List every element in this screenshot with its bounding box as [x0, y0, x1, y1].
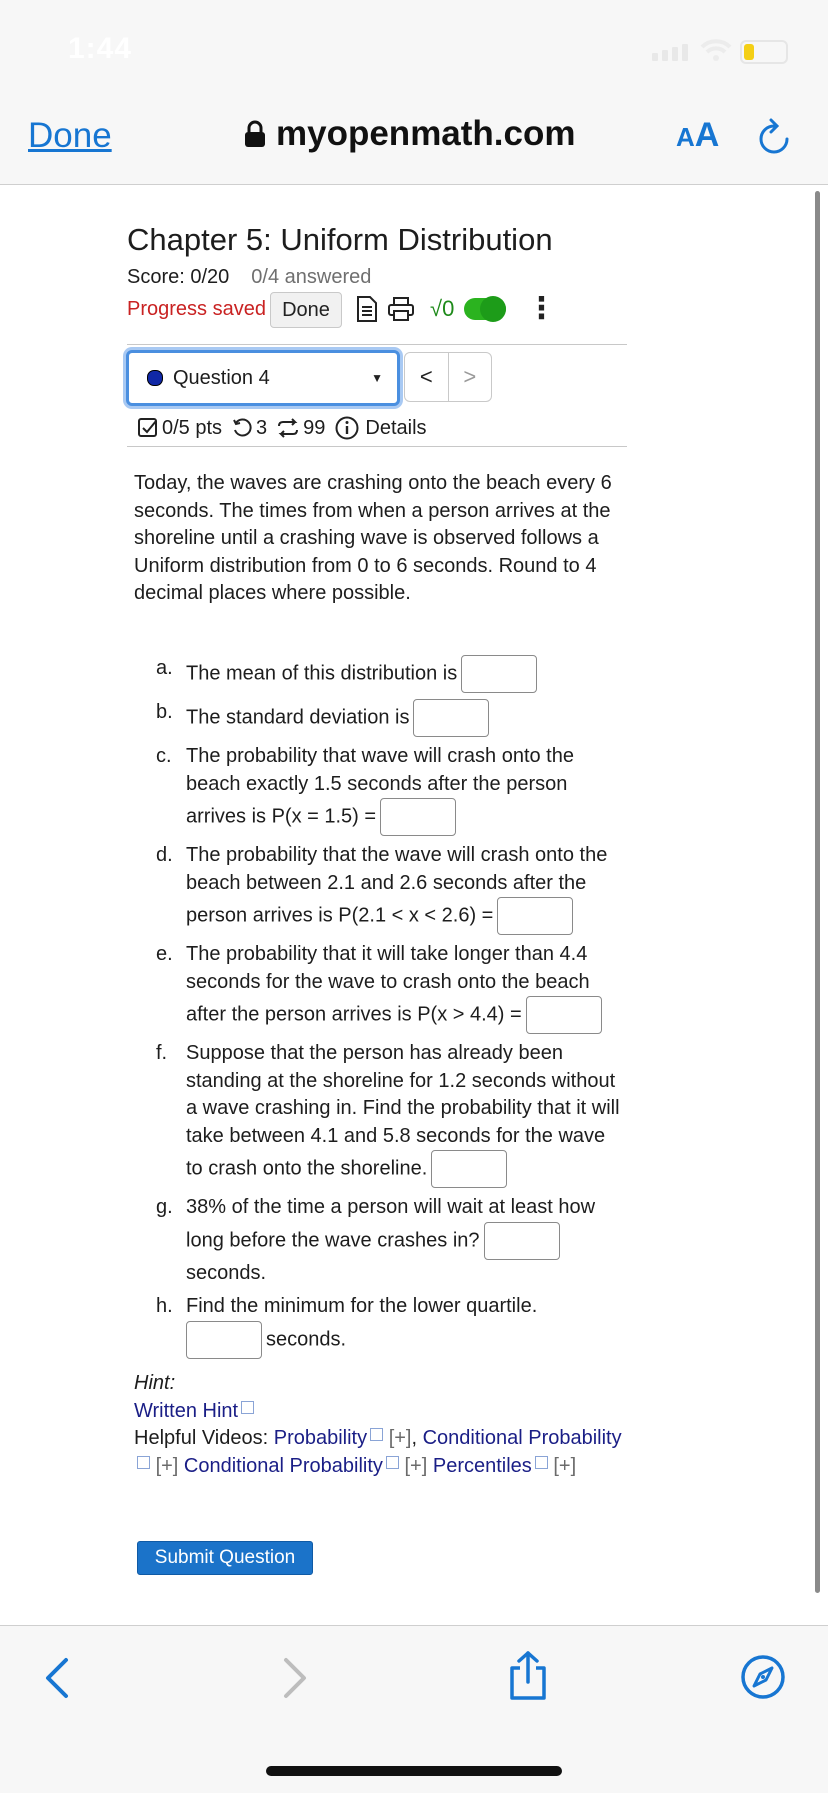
retry-icon — [232, 418, 252, 438]
part-f: f. Suppose that the person has already been standing at the shoreline for 1.2 seconds without a wave crashing in. Find the probability that it will take between 4.1 and 5.8 seconds for the wave to crash onto the shoreline. — [156, 1040, 626, 1188]
external-link-icon — [535, 1456, 548, 1469]
expand-video-1[interactable]: [+] — [388, 1427, 412, 1449]
retries-count: 3 — [256, 416, 268, 439]
text-size-button[interactable]: AA — [676, 116, 720, 154]
url-display[interactable] — [244, 114, 576, 154]
info-icon[interactable] — [335, 416, 359, 440]
submit-question-button[interactable]: Submit Question — [137, 1541, 313, 1575]
part-c: c. The probability that wave will crash onto the beach exactly 1.5 seconds after the person arrives is P(x = 1.5) = — [156, 743, 626, 836]
external-link-icon — [137, 1456, 150, 1469]
hint-heading: Hint: — [134, 1372, 176, 1394]
prev-question-button[interactable]: < — [405, 353, 449, 401]
external-link-icon — [241, 1401, 254, 1414]
answer-input-d[interactable] — [497, 897, 573, 935]
video-link-percentiles[interactable]: Percentiles — [432, 1454, 532, 1477]
video-link-probability[interactable]: Probability — [273, 1427, 368, 1449]
math-entry-label: √0 — [430, 296, 455, 321]
math-entry-toggle[interactable] — [464, 298, 506, 320]
chevron-down-icon: ▼ — [371, 371, 383, 385]
external-link-icon — [386, 1456, 399, 1469]
toolbar — [356, 294, 556, 324]
score-line — [127, 266, 371, 289]
answer-input-h[interactable] — [186, 1321, 262, 1359]
browser-toolbar — [0, 1625, 828, 1793]
part-h: h. Find the minimum for the lower quartile. seconds. — [156, 1293, 626, 1359]
page-title: Chapter 5: Uniform Distribution — [127, 222, 553, 257]
forward-icon[interactable] — [280, 1656, 310, 1700]
document-icon[interactable] — [356, 296, 378, 322]
part-g: g. 38% of the time a person will wait at least how long before the wave crashes in? seconds. — [156, 1196, 596, 1284]
question-parts — [156, 655, 626, 1365]
page-scrollbar[interactable] — [815, 191, 820, 1593]
divider — [127, 446, 627, 447]
part-b: b. The standard deviation is — [156, 699, 626, 737]
wifi-icon — [700, 38, 732, 62]
hint-section: Hint: Written Hint Helpful Videos: Probability [+], Conditional Probability [+] Conditional Probability [+] Percentiles [+] — [134, 1372, 622, 1477]
question-select[interactable] — [126, 350, 400, 406]
battery-icon — [740, 40, 788, 64]
regenerate-icon — [277, 418, 299, 438]
browser-nav-bar — [0, 96, 828, 185]
problem-text: Today, the waves are crashing onto the beach every 6 seconds. The times from when a person arrives at the shoreline until a crashing wave is observed follows a Uniform distribution from 0 to 6 seconds. Round to 4 decimal places where possible. — [134, 472, 612, 604]
answer-input-b[interactable] — [413, 699, 489, 737]
expand-video-4[interactable]: [+] — [553, 1454, 577, 1477]
print-icon[interactable] — [388, 296, 414, 322]
cellular-signal-icon — [652, 44, 688, 61]
video-link-conditional-probability[interactable]: Conditional Probability — [422, 1427, 622, 1449]
assignment-done-button[interactable]: Done — [270, 292, 342, 328]
details-link[interactable]: Details — [365, 416, 427, 439]
question-meta — [138, 416, 427, 440]
progress-status: Progress saved — [127, 298, 266, 320]
answer-input-g[interactable] — [484, 1222, 560, 1260]
part-d: d. The probability that the wave will crash onto the beach between 2.1 and 2.6 seconds after the person arrives is P(2.1 < x < 2.6) = — [156, 842, 626, 935]
written-hint-link[interactable]: Written Hint — [134, 1399, 239, 1422]
reload-icon[interactable] — [756, 118, 792, 156]
checkbox-icon — [138, 418, 158, 438]
browser-done-button[interactable]: Done — [28, 116, 112, 155]
compass-icon[interactable] — [740, 1654, 786, 1700]
lock-icon — [244, 120, 266, 148]
share-icon[interactable] — [506, 1650, 550, 1702]
part-e: e. The probability that it will take longer than 4.4 seconds for the wave to crash onto the beach after the person arrives is P(x > 4.4) = — [156, 941, 626, 1034]
back-icon[interactable] — [42, 1656, 72, 1700]
answer-input-f[interactable] — [431, 1150, 507, 1188]
home-indicator[interactable] — [266, 1766, 562, 1776]
points-text: 0/5 pts — [162, 416, 223, 439]
score-text: Score: 0/20 — [127, 266, 230, 288]
part-a: a. The mean of this distribution is — [156, 655, 626, 693]
divider — [127, 344, 627, 345]
regens-count: 99 — [303, 416, 326, 439]
next-question-button[interactable]: > — [463, 364, 477, 389]
url-text: myopenmath.com — [276, 114, 576, 153]
more-options-icon[interactable]: ⋮ — [526, 292, 557, 325]
question-select-label: Question 4 — [173, 366, 270, 389]
status-time: 1:44 — [68, 32, 133, 65]
question-pager — [404, 352, 492, 402]
external-link-icon — [370, 1428, 383, 1441]
expand-video-2[interactable]: [+] — [155, 1454, 179, 1477]
question-status-dot — [147, 370, 163, 386]
status-bar — [0, 0, 828, 96]
answer-input-c[interactable] — [380, 798, 456, 836]
answered-count: 0/4 answered — [251, 266, 372, 288]
answer-input-e[interactable] — [526, 996, 602, 1034]
answer-input-a[interactable] — [461, 655, 537, 693]
videos-label: Helpful Videos: — [134, 1427, 269, 1449]
expand-video-3[interactable]: [+] — [404, 1454, 428, 1477]
video-link-conditional-probability-2[interactable]: Conditional Probability — [183, 1454, 383, 1477]
